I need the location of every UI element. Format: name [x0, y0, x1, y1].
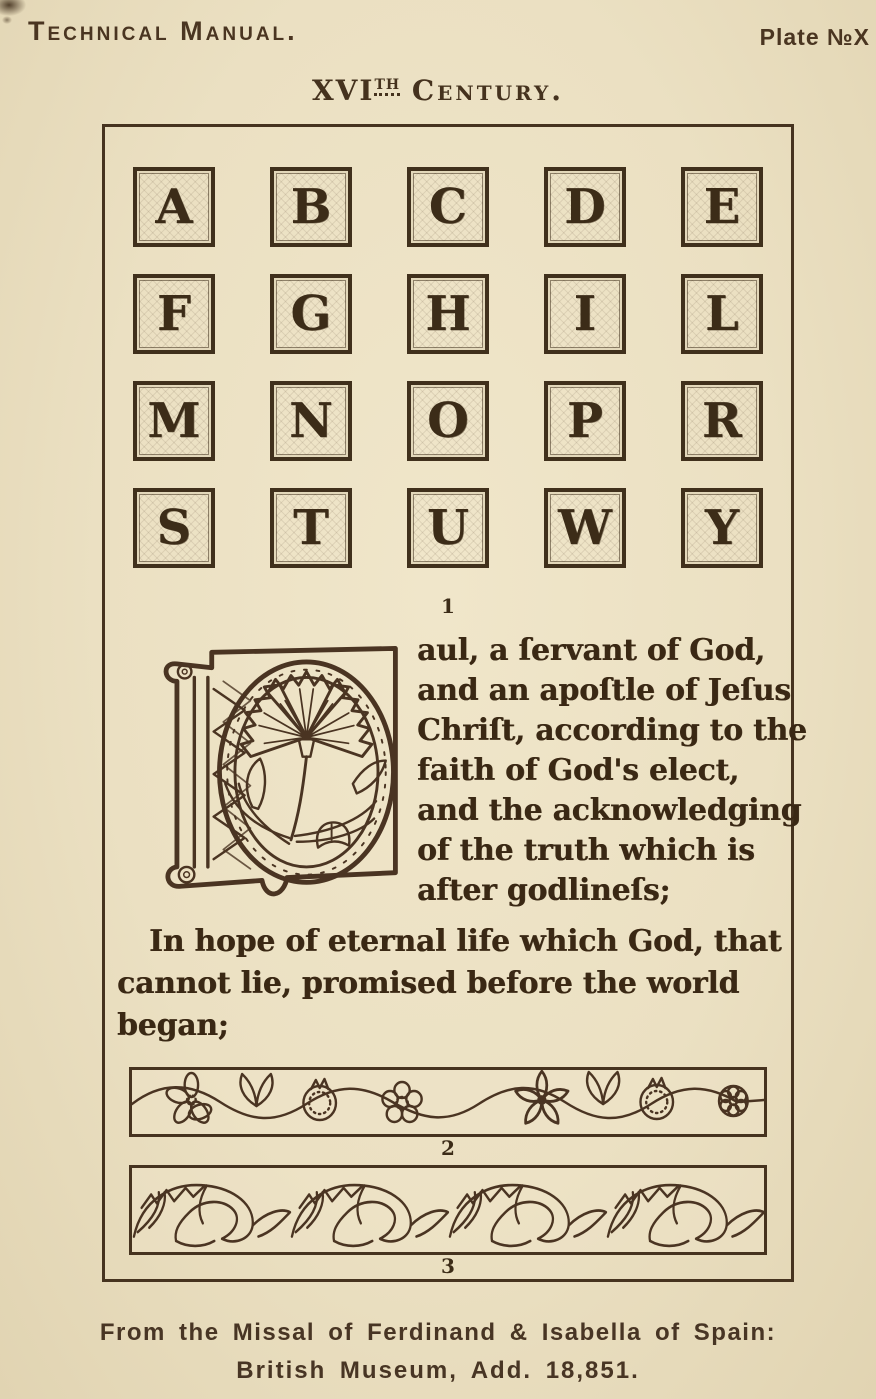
initial-letter: W	[558, 500, 612, 556]
initial-tile	[681, 274, 763, 354]
initial-tile	[681, 167, 763, 247]
caption-line-2: British Museum, Add. 18,851.	[236, 1357, 640, 1384]
passage-line: Chriſt, according to the	[417, 713, 807, 748]
flower-strawberry-border-icon	[129, 1067, 767, 1137]
initial-letter: O	[427, 393, 469, 449]
initial-letter: Y	[704, 500, 740, 556]
initial-letter: S	[156, 500, 192, 556]
passage-line: and an apoſtle of Jeſus	[417, 673, 791, 708]
initial-letter: E	[703, 179, 741, 235]
passage-line: of the truth which is	[417, 833, 755, 868]
alphabet-row	[133, 167, 763, 247]
passage-line: aul, a ſervant of God,	[417, 633, 766, 668]
initial-tile	[133, 167, 215, 247]
initial-tile	[270, 381, 352, 461]
initial-tile	[133, 381, 215, 461]
initial-tile	[544, 274, 626, 354]
passage-line: after godlineſs;	[417, 873, 671, 908]
blackletter-passage	[117, 631, 807, 1047]
scan-artifact	[2, 16, 12, 24]
initial-letter: T	[293, 500, 329, 556]
initial-letter: I	[573, 286, 597, 342]
caption-line-1: From the Missal of Ferdinand & Isabella of Spain:	[99, 1319, 777, 1346]
alphabet-row	[133, 274, 763, 354]
figure-3-label: 3	[441, 1254, 455, 1278]
passage-continuation	[117, 921, 782, 1047]
initial-tile	[270, 167, 352, 247]
initial-tile	[544, 167, 626, 247]
initial-tile	[681, 488, 763, 568]
century-roman: XVI	[311, 74, 375, 107]
initial-letter: M	[147, 393, 201, 449]
initial-letter: N	[289, 393, 333, 449]
book-title: Technical Manual.	[28, 16, 298, 46]
initial-letter: A	[155, 179, 193, 235]
scan-artifact	[0, 0, 26, 16]
initial-tile	[407, 274, 489, 354]
passage-line: faith of God's elect,	[417, 753, 740, 788]
initial-letter: C	[428, 179, 468, 235]
figure-2-label: 2	[441, 1136, 455, 1160]
initial-tile	[407, 488, 489, 568]
initial-tile	[681, 381, 763, 461]
initial-letter: H	[425, 286, 471, 342]
initial-letter: B	[290, 179, 332, 235]
century-word: Century.	[411, 74, 565, 107]
plate-caption	[0, 1314, 876, 1390]
initial-tile	[133, 274, 215, 354]
passage-line: began;	[117, 1008, 229, 1043]
figure-1-label: 1	[441, 594, 455, 618]
initial-tile	[133, 488, 215, 568]
alphabet-row	[133, 488, 763, 568]
century-ordinal: TH	[374, 77, 400, 96]
initial-tile	[407, 167, 489, 247]
initial-letter: F	[156, 286, 192, 342]
initial-tile	[270, 274, 352, 354]
initial-letter: R	[702, 393, 742, 449]
initial-tile	[407, 381, 489, 461]
illuminated-initial-carnation-icon	[117, 633, 407, 921]
initial-letter: P	[566, 393, 604, 449]
initial-letter: U	[427, 500, 469, 556]
initial-letter: D	[564, 179, 606, 235]
passage-line: cannot lie, promised before the world	[117, 966, 740, 1001]
plate-frame	[102, 124, 807, 1282]
passage-line: In hope of eternal life which God, that	[149, 924, 782, 959]
ornamental-alphabet	[105, 127, 791, 568]
acanthus-scroll-border-icon	[129, 1165, 767, 1255]
alphabet-row	[133, 381, 763, 461]
plate-title	[0, 74, 876, 107]
initial-tile	[544, 488, 626, 568]
initial-letter: L	[705, 286, 739, 342]
initial-tile	[270, 488, 352, 568]
initial-tile	[544, 381, 626, 461]
passage-line: and the acknowledging	[417, 793, 802, 828]
plate-number: Plate №X	[759, 24, 870, 50]
initial-letter: G	[290, 286, 332, 342]
